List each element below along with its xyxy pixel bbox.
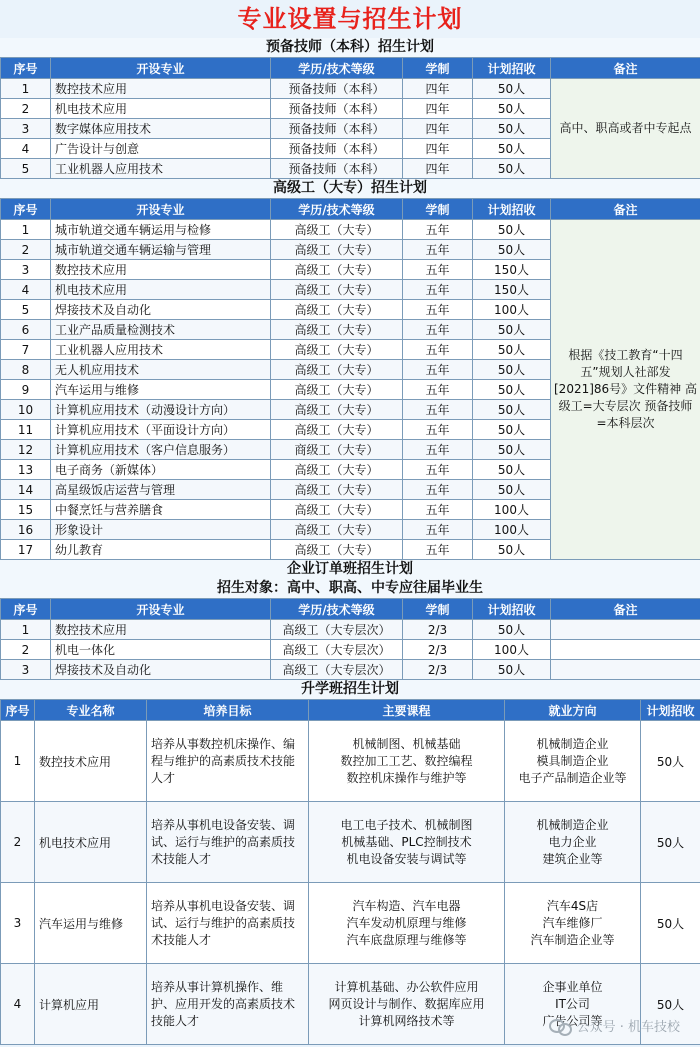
cell: 五年 xyxy=(403,340,473,360)
cell: 数字媒体应用技术 xyxy=(51,119,271,139)
section-title-4: 升学班招生计划 xyxy=(0,680,700,699)
cell: 工业机器人应用技术 xyxy=(51,340,271,360)
cell: 4 xyxy=(1,139,51,159)
cell: 四年 xyxy=(403,99,473,119)
cell-no: 4 xyxy=(1,964,35,1045)
col-header: 学制 xyxy=(403,599,473,620)
cell: 五年 xyxy=(403,380,473,400)
section-subtitle-3: 招生对象：高中、职高、中专应往届毕业生 xyxy=(0,579,700,598)
cell: 14 xyxy=(1,480,51,500)
job-line: 建筑企业等 xyxy=(542,851,603,866)
cell: 50人 xyxy=(473,159,551,179)
cell: 四年 xyxy=(403,79,473,99)
cell: 汽车运用与维修 xyxy=(51,380,271,400)
cell: 预备技师（本科） xyxy=(271,119,403,139)
cell: 50人 xyxy=(473,400,551,420)
col-header: 序号 xyxy=(1,599,51,620)
cell: 高级工（大专） xyxy=(271,520,403,540)
col-header: 学制 xyxy=(403,58,473,79)
table-row xyxy=(1,620,700,640)
cell: 高级工（大专） xyxy=(271,480,403,500)
cell-courses xyxy=(309,802,505,883)
cell: 高级工（大专） xyxy=(271,380,403,400)
col-header: 学制 xyxy=(403,199,473,220)
cell-jobs xyxy=(505,802,641,883)
cell: 10 xyxy=(1,400,51,420)
job-line: 模具制造企业 xyxy=(536,753,609,768)
cell: 100人 xyxy=(473,640,551,660)
cell: 50人 xyxy=(473,420,551,440)
cell: 50人 xyxy=(473,79,551,99)
cell: 3 xyxy=(1,660,51,680)
cell: 五年 xyxy=(403,520,473,540)
course-line: 计算机基础、办公软件应用 xyxy=(334,979,479,994)
cell: 机电一体化 xyxy=(51,640,271,660)
cell-empty xyxy=(551,640,700,660)
cell: 五年 xyxy=(403,360,473,380)
course-line: 网页设计与制作、数据库应用 xyxy=(328,996,485,1011)
cell: 50人 xyxy=(473,240,551,260)
cell: 形象设计 xyxy=(51,520,271,540)
col-header: 学历/技术等级 xyxy=(271,599,403,620)
cell-plan: 50人 xyxy=(641,964,700,1045)
cell: 11 xyxy=(1,420,51,440)
cell: 工业产品质量检测技术 xyxy=(51,320,271,340)
cell: 100人 xyxy=(473,500,551,520)
course-line: 机电设备安装与调试等 xyxy=(346,851,467,866)
course-line: 机械基础、PLC控制技术 xyxy=(341,834,472,849)
cell: 五年 xyxy=(403,300,473,320)
job-line: 机械制造企业 xyxy=(536,817,609,832)
cell: 预备技师（本科） xyxy=(271,99,403,119)
cell: 四年 xyxy=(403,119,473,139)
cell: 2/3 xyxy=(403,660,473,680)
cell: 焊接技术及自动化 xyxy=(51,300,271,320)
cell: 五年 xyxy=(403,320,473,340)
cell-jobs xyxy=(505,883,641,964)
cell: 五年 xyxy=(403,240,473,260)
cell: 机电技术应用 xyxy=(51,99,271,119)
col-header: 专业名称 xyxy=(35,700,147,721)
cell: 广告设计与创意 xyxy=(51,139,271,159)
job-line: 电子产品制造企业等 xyxy=(518,770,627,785)
cell: 50人 xyxy=(473,360,551,380)
cell: 高级工（大专） xyxy=(271,220,403,240)
cell-goal: 培养从事机电设备安装、调试、运行与维护的高素质技术技能人才 xyxy=(147,883,309,964)
cell-no: 3 xyxy=(1,883,35,964)
cell: 高级工（大专层次） xyxy=(271,640,403,660)
cell: 16 xyxy=(1,520,51,540)
col-header: 计划招收 xyxy=(473,58,551,79)
cell: 计算机应用技术（动漫设计方向） xyxy=(51,400,271,420)
job-line: 机械制造企业 xyxy=(536,736,609,751)
table-row xyxy=(1,721,700,802)
table-row xyxy=(1,802,700,883)
col-header: 学历/技术等级 xyxy=(271,58,403,79)
course-line: 数控机床操作与维护等 xyxy=(346,770,467,785)
cell-major: 数控技术应用 xyxy=(35,721,147,802)
cell: 五年 xyxy=(403,500,473,520)
cell: 50人 xyxy=(473,660,551,680)
cell: 城市轨道交通车辆运输与管理 xyxy=(51,240,271,260)
job-line: 企事业单位 xyxy=(542,979,603,994)
col-header: 备注 xyxy=(551,58,700,79)
cell-goal: 培养从事数控机床操作、编程与维护的高素质技术技能人才 xyxy=(147,721,309,802)
cell: 6 xyxy=(1,320,51,340)
col-header: 备注 xyxy=(551,599,700,620)
cell: 焊接技术及自动化 xyxy=(51,660,271,680)
cell: 高级工（大专） xyxy=(271,360,403,380)
cell: 50人 xyxy=(473,220,551,240)
course-line: 汽车发动机原理与维修 xyxy=(346,915,467,930)
job-line: IT公司 xyxy=(555,996,590,1011)
cell-goal: 培养从事机电设备安装、调试、运行与维护的高素质技术技能人才 xyxy=(147,802,309,883)
cell: 五年 xyxy=(403,480,473,500)
note-cell: 根据《技工教育“十四五”规划人社部发[2021]86号》文件精神 高级工=大专层次 预备技师=本科层次 xyxy=(551,220,700,560)
cell: 13 xyxy=(1,460,51,480)
cell: 5 xyxy=(1,159,51,179)
col-header: 计划招收 xyxy=(473,199,551,220)
cell: 17 xyxy=(1,540,51,560)
cell-courses xyxy=(309,883,505,964)
cell: 高级工（大专） xyxy=(271,500,403,520)
cell: 高级工（大专） xyxy=(271,240,403,260)
course-line: 电工电子技术、机械制图 xyxy=(340,817,473,832)
cell: 高级工（大专） xyxy=(271,420,403,440)
cell: 15 xyxy=(1,500,51,520)
cell-empty xyxy=(551,660,700,680)
cell: 8 xyxy=(1,360,51,380)
table-shengxue xyxy=(0,699,700,1045)
cell-plan: 50人 xyxy=(641,721,700,802)
col-header: 序号 xyxy=(1,700,35,721)
table-yubei xyxy=(0,57,700,179)
cell: 无人机应用技术 xyxy=(51,360,271,380)
note-cell: 高中、职高或者中专起点 xyxy=(551,79,700,179)
table-row xyxy=(1,883,700,964)
watermark-text: 公众号 · 机车技校 xyxy=(576,1020,680,1035)
cell: 50人 xyxy=(473,480,551,500)
cell-courses xyxy=(309,964,505,1045)
cell: 3 xyxy=(1,260,51,280)
cell: 数控技术应用 xyxy=(51,79,271,99)
cell: 1 xyxy=(1,79,51,99)
cell: 50人 xyxy=(473,340,551,360)
job-line: 电力企业 xyxy=(548,834,597,849)
course-line: 数控加工工艺、数控编程 xyxy=(340,753,473,768)
cell: 2/3 xyxy=(403,620,473,640)
cell: 50人 xyxy=(473,460,551,480)
cell: 2/3 xyxy=(403,640,473,660)
cell-no: 1 xyxy=(1,721,35,802)
job-line: 汽车维修厂 xyxy=(542,915,603,930)
cell: 工业机器人应用技术 xyxy=(51,159,271,179)
col-header: 培养目标 xyxy=(147,700,309,721)
cell: 四年 xyxy=(403,139,473,159)
cell-courses xyxy=(309,721,505,802)
table-row xyxy=(1,640,700,660)
col-header: 开设专业 xyxy=(51,599,271,620)
cell: 数控技术应用 xyxy=(51,620,271,640)
cell: 50人 xyxy=(473,540,551,560)
cell: 50人 xyxy=(473,320,551,340)
cell-plan: 50人 xyxy=(641,883,700,964)
col-header: 序号 xyxy=(1,199,51,220)
cell: 幼儿教育 xyxy=(51,540,271,560)
col-header: 就业方向 xyxy=(505,700,641,721)
cell-goal: 培养从事计算机操作、维护、应用开发的高素质技术技能人才 xyxy=(147,964,309,1045)
table-row xyxy=(1,660,700,680)
cell: 高级工（大专） xyxy=(271,540,403,560)
col-header: 开设专业 xyxy=(51,58,271,79)
cell: 12 xyxy=(1,440,51,460)
job-line: 汽车4S店 xyxy=(546,898,599,913)
page-title: 专业设置与招生计划 xyxy=(237,5,463,33)
cell: 4 xyxy=(1,280,51,300)
course-line: 计算机网络技术等 xyxy=(358,1013,455,1028)
cell: 数控技术应用 xyxy=(51,260,271,280)
cell: 五年 xyxy=(403,440,473,460)
cell: 高级工（大专） xyxy=(271,340,403,360)
course-line: 汽车构造、汽车电器 xyxy=(352,898,461,913)
table-dingdan xyxy=(0,598,700,680)
section-title-2: 高级工（大专）招生计划 xyxy=(0,179,700,198)
course-line: 机械制图、机械基础 xyxy=(352,736,461,751)
cell: 150人 xyxy=(473,260,551,280)
cell: 100人 xyxy=(473,520,551,540)
cell: 高级工（大专层次） xyxy=(271,620,403,640)
cell: 城市轨道交通车辆运用与检修 xyxy=(51,220,271,240)
cell: 机电技术应用 xyxy=(51,280,271,300)
col-header: 开设专业 xyxy=(51,199,271,220)
cell: 预备技师（本科） xyxy=(271,139,403,159)
cell: 3 xyxy=(1,119,51,139)
cell: 高级工（大专） xyxy=(271,460,403,480)
cell: 7 xyxy=(1,340,51,360)
cell: 2 xyxy=(1,640,51,660)
table-row xyxy=(1,79,700,99)
section-title-3: 企业订单班招生计划 xyxy=(0,560,700,579)
cell: 50人 xyxy=(473,620,551,640)
cell: 50人 xyxy=(473,139,551,159)
cell: 五年 xyxy=(403,420,473,440)
cell: 预备技师（本科） xyxy=(271,159,403,179)
cell: 五年 xyxy=(403,400,473,420)
cell-no: 2 xyxy=(1,802,35,883)
cell: 高级工（大专） xyxy=(271,320,403,340)
cell: 50人 xyxy=(473,440,551,460)
col-header: 序号 xyxy=(1,58,51,79)
cell: 50人 xyxy=(473,99,551,119)
cell: 计算机应用技术（平面设计方向） xyxy=(51,420,271,440)
job-line: 广告公司等 xyxy=(542,1013,603,1028)
cell: 预备技师（本科） xyxy=(271,79,403,99)
cell-major: 汽车运用与维修 xyxy=(35,883,147,964)
cell-major: 机电技术应用 xyxy=(35,802,147,883)
cell: 2 xyxy=(1,99,51,119)
cell: 高级工（大专层次） xyxy=(271,660,403,680)
course-line: 汽车底盘原理与维修等 xyxy=(346,932,467,947)
cell: 5 xyxy=(1,300,51,320)
table-gaoji xyxy=(0,198,700,560)
section-title-1: 预备技师（本科）招生计划 xyxy=(0,38,700,57)
cell: 9 xyxy=(1,380,51,400)
job-line: 汽车制造企业等 xyxy=(530,932,615,947)
cell: 高级工（大专） xyxy=(271,400,403,420)
cell: 1 xyxy=(1,620,51,640)
cell: 计算机应用技术（客户信息服务） xyxy=(51,440,271,460)
col-header: 计划招收 xyxy=(641,700,700,721)
watermark xyxy=(549,1016,680,1035)
cell-plan: 50人 xyxy=(641,802,700,883)
cell: 2 xyxy=(1,240,51,260)
cell: 五年 xyxy=(403,280,473,300)
cell-empty xyxy=(551,620,700,640)
table-row xyxy=(1,220,700,240)
col-header: 主要课程 xyxy=(309,700,505,721)
cell: 高级工（大专） xyxy=(271,300,403,320)
cell: 电子商务（新媒体） xyxy=(51,460,271,480)
cell: 五年 xyxy=(403,540,473,560)
cell-jobs xyxy=(505,721,641,802)
cell: 高级工（大专） xyxy=(271,280,403,300)
wechat-icon xyxy=(549,1017,571,1035)
cell: 五年 xyxy=(403,460,473,480)
cell: 1 xyxy=(1,220,51,240)
cell: 50人 xyxy=(473,380,551,400)
cell: 四年 xyxy=(403,159,473,179)
cell: 高级工（大专） xyxy=(271,260,403,280)
col-header: 学历/技术等级 xyxy=(271,199,403,220)
col-header: 计划招收 xyxy=(473,599,551,620)
cell: 商级工（大专） xyxy=(271,440,403,460)
cell: 100人 xyxy=(473,300,551,320)
cell: 150人 xyxy=(473,280,551,300)
cell: 高星级饭店运营与管理 xyxy=(51,480,271,500)
cell: 50人 xyxy=(473,119,551,139)
cell: 五年 xyxy=(403,260,473,280)
cell-major: 计算机应用 xyxy=(35,964,147,1045)
cell: 五年 xyxy=(403,220,473,240)
cell: 中餐烹饪与营养膳食 xyxy=(51,500,271,520)
col-header: 备注 xyxy=(551,199,700,220)
